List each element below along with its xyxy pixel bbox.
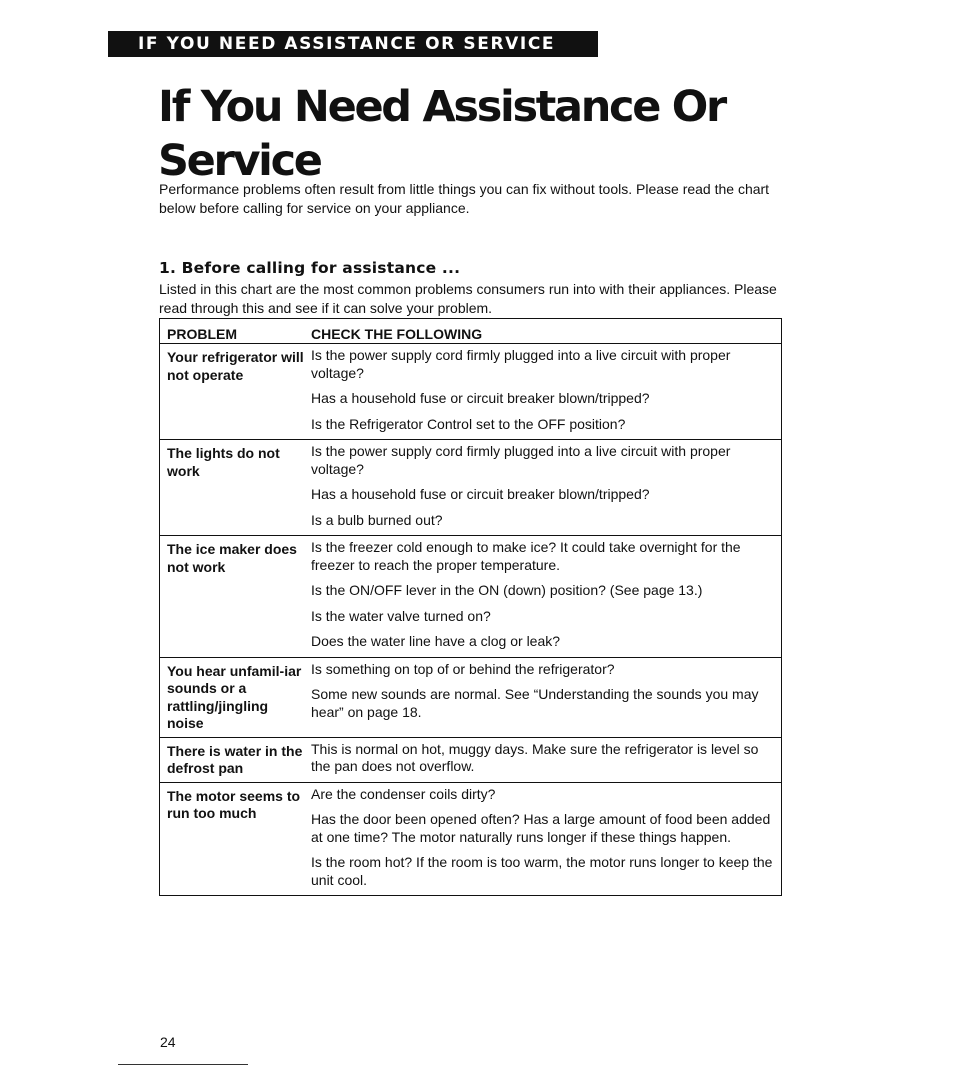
check-item: Is something on top of or behind the refrigerator? [311, 660, 615, 677]
table-header [160, 319, 781, 343]
problem-cell: Your refrigerator will not operate [167, 349, 304, 383]
check-item: Has the door been opened often? Has a large amount of food been added at one time? The motor naturally runs longer if these things happen. [311, 811, 771, 845]
check-item: Has a household fuse or circuit breaker blown/tripped? [311, 390, 650, 406]
table-row [160, 657, 781, 737]
check-item: Does the water line have a clog or leak? [311, 633, 561, 649]
check-cell [311, 440, 781, 535]
problem-cell: There is water in the defrost pan [167, 742, 303, 776]
problem-cell: You hear unfamil-iar sounds or a rattling/jingling noise [167, 662, 302, 731]
problem-cell: The ice maker does not work [167, 541, 297, 575]
table-row [160, 782, 781, 896]
section-intro: Listed in this chart are the most common problems consumers run into with their appliances. Please read through this and see if it can solve your problem. [159, 281, 777, 316]
check-item: Is the power supply cord firmly plugged into a live circuit with proper voltage? [311, 347, 731, 381]
check-item: Is the power supply cord firmly plugged into a live circuit with proper voltage? [311, 443, 731, 477]
check-item: Are the condenser coils dirty? [311, 785, 496, 802]
page-number: 24 [160, 1034, 176, 1050]
table-row [160, 439, 781, 535]
check-item: Has a household fuse or circuit breaker blown/tripped? [311, 486, 650, 502]
header-check: CHECK THE FOLLOWING [311, 326, 483, 342]
header-problem: PROBLEM [167, 326, 237, 342]
check-item: Is the ON/OFF lever in the ON (down) position? (See page 13.) [311, 582, 703, 598]
table-row [160, 343, 781, 439]
check-item: Is the Refrigerator Control set to the OFF position? [311, 415, 626, 432]
check-cell [311, 738, 781, 782]
problem-cell: The motor seems to run too much [167, 787, 301, 821]
intro-paragraph: Performance problems often result from little things you can fix without tools. Please read the chart below before calling for service on your appliance. [159, 181, 770, 216]
check-cell [311, 783, 781, 896]
troubleshooting-table [159, 318, 782, 896]
footer-rule [118, 1064, 248, 1065]
check-item: Some new sounds are normal. See “Understanding the sounds you may hear” on page 18. [311, 686, 759, 720]
page-title: If You Need Assistance Or Service [158, 82, 725, 186]
check-item: Is a bulb burned out? [311, 511, 443, 528]
table-row [160, 737, 781, 782]
problem-cell: The lights do not work [167, 445, 280, 479]
check-cell [311, 658, 781, 737]
check-item: Is the room hot? If the room is too warm, the motor runs longer to keep the unit cool. [311, 854, 773, 888]
section-banner: IF YOU NEED ASSISTANCE OR SERVICE [108, 31, 598, 57]
table-row [160, 535, 781, 657]
check-item: Is the water valve turned on? [311, 607, 491, 624]
section-heading: 1. Before calling for assistance ... [159, 259, 461, 277]
check-item: Is the freezer cold enough to make ice? It could take overnight for the freezer to reach the proper temperature. [311, 539, 741, 573]
check-cell [311, 344, 781, 439]
check-item: This is normal on hot, muggy days. Make sure the refrigerator is level so the pan does not overflow. [311, 740, 759, 774]
check-cell [311, 536, 781, 657]
